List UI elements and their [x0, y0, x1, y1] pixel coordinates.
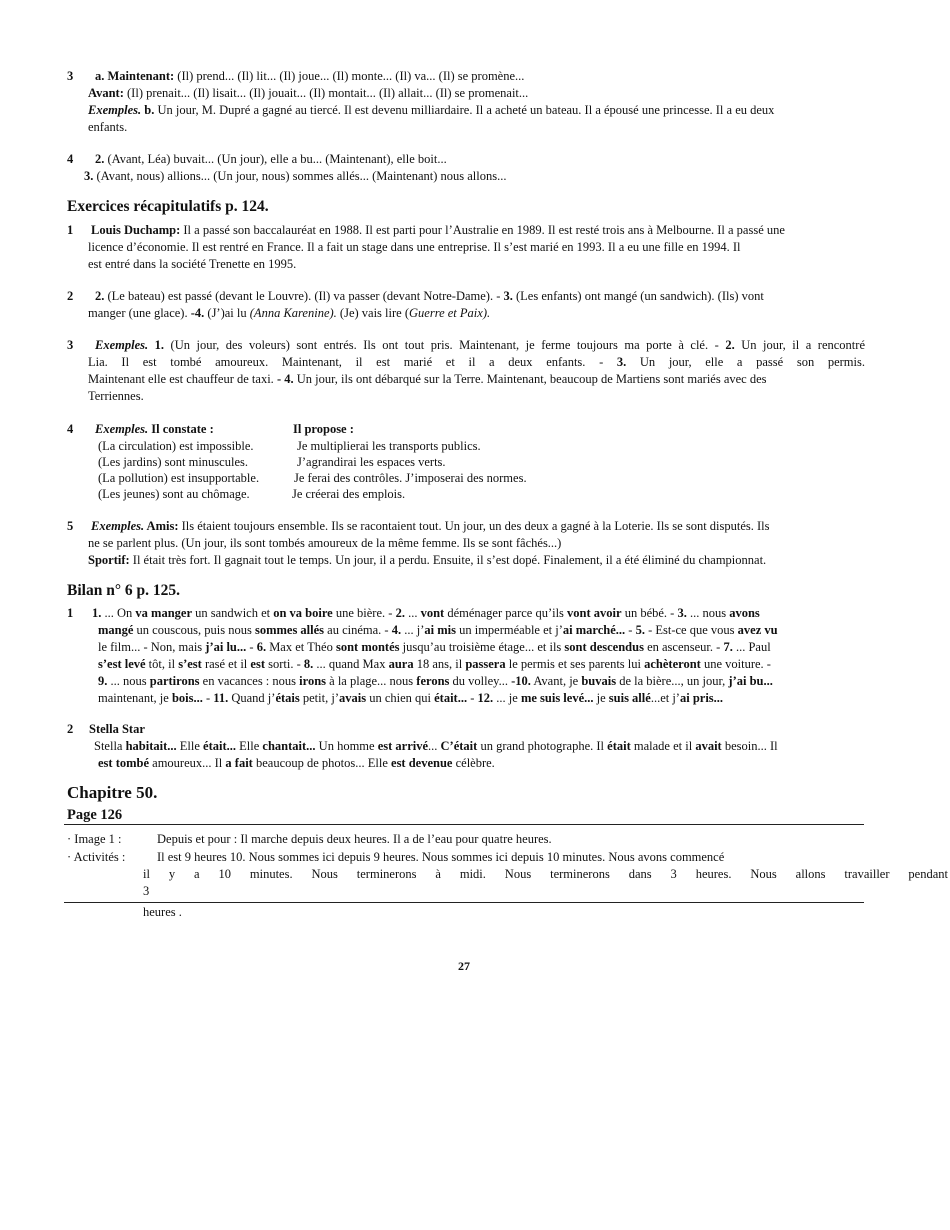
exercise-number: 4: [67, 422, 74, 436]
text-segment: le film... - Non, mais: [98, 640, 206, 654]
bold-segment: passera: [465, 657, 506, 671]
text-segment: petit, j’: [299, 691, 339, 705]
text-segment: tôt, il: [145, 657, 179, 671]
bold-segment: 1.: [92, 606, 102, 620]
bold-segment: 9.: [98, 674, 108, 688]
exercise-number: 2: [67, 722, 74, 736]
text-segment: Elle: [176, 739, 204, 753]
bold-segment: buvais: [581, 674, 617, 688]
bold-segment: sommes allés: [254, 623, 325, 637]
bold-segment: avait: [695, 739, 722, 753]
text-segment: Elle: [236, 739, 263, 753]
bold-segment: suis allé: [608, 691, 651, 705]
bold-segment: va manger: [135, 606, 192, 620]
text-segment: sorti. -: [264, 657, 304, 671]
propose-row-1: Je multiplierai les transports publics.: [297, 439, 481, 453]
text-segment: un sandwich et: [192, 606, 274, 620]
text-segment: au cinéma. -: [324, 623, 392, 637]
text-segment: en ascenseur. -: [643, 640, 724, 654]
exemples-b-line-2: enfants.: [88, 120, 128, 134]
text-segment: Max et Théo: [266, 640, 336, 654]
chapter-title: Chapitre 50.: [67, 783, 158, 802]
stella-title: Stella Star: [89, 722, 145, 736]
bold-segment: est: [250, 657, 265, 671]
text-segment: malade et il: [630, 739, 696, 753]
exercise-number: 1: [67, 606, 74, 620]
text-segment: Quand j’: [228, 691, 276, 705]
constate-row-1: (La circulation) est impossible.: [98, 439, 254, 453]
bilan-exercise-2: [67, 721, 885, 773]
exercise-number: 3: [67, 69, 74, 83]
bold-segment: on va boire: [273, 606, 333, 620]
exercise-4-block: [67, 151, 885, 187]
line-2: [98, 622, 778, 639]
bold-segment: bois...: [171, 691, 203, 705]
bold-segment: vont avoir: [567, 606, 622, 620]
bold-segment: étais: [275, 691, 300, 705]
recap-exercise-5: [67, 518, 885, 570]
bold-segment: ai pris...: [679, 691, 724, 705]
bold-segment: -10.: [511, 674, 531, 688]
line-2: licence d’économie. Il est rentré en France. Il a fait un stage dans une entreprise. Il s’est marié en 1993. Il a eu une fille en 1994. Il: [88, 240, 741, 254]
text-segment: -: [625, 623, 636, 637]
text-segment: ... nous: [686, 606, 730, 620]
line-2: ne se parlent plus. (Un jour, ils sont tombés amoureux de la même femme. Ils se sont fâchés...): [88, 536, 562, 550]
line-3: Sportif: Il était très fort. Il gagnait tout le temps. Un jour, il a perdu. Ensuite, il s’est dopé. Finalement, il a été éliminé du championnat.: [88, 553, 767, 567]
item-2-line: 2. (Avant, Léa) buvait... (Un jour), elle a bu... (Maintenant), elle boit...: [95, 152, 447, 166]
text-segment: ... quand Max: [313, 657, 389, 671]
bold-segment: ai marché...: [562, 623, 626, 637]
exercise-number: 1: [67, 223, 74, 237]
constate-row-2: (Les jardins) sont minuscules.: [98, 455, 248, 469]
line-1: Louis Duchamp: Il a passé son baccalauréat en 1988. Il est parti pour l’Australie en 1989. Il est resté trois ans à Melbourne. Il a passé une: [91, 223, 785, 237]
propose-row-4: Je créerai des emplois.: [292, 487, 406, 501]
recap-exercise-3: [67, 337, 885, 407]
line-1: Exemples. Amis: Ils étaient toujours ensemble. Ils se racontaient tout. Un jour, un des deux a gagné à la Loterie. Ils se sont disputés. Ils: [91, 519, 770, 533]
bold-segment: partirons: [149, 674, 200, 688]
line-1: [92, 605, 760, 622]
bold-segment: 5.: [635, 623, 645, 637]
text-segment: ...: [428, 739, 441, 753]
page-subtitle: Page 126: [67, 807, 123, 823]
divider-bottom: [64, 902, 864, 903]
recap-heading: Exercices récapitulatifs p. 124.: [67, 198, 269, 215]
bold-segment: avais: [338, 691, 367, 705]
bold-segment: me suis levé...: [520, 691, 594, 705]
text-segment: un imperméable et j’: [455, 623, 563, 637]
page-number: 27: [458, 959, 470, 973]
line-1: [94, 738, 778, 755]
bilan-exercise-1: [67, 605, 885, 707]
exercise-number: 4: [67, 152, 74, 166]
text-segment: un bébé. -: [621, 606, 678, 620]
bold-segment: était...: [434, 691, 468, 705]
exercise-number: 5: [67, 519, 74, 533]
exemples-b-line: Exemples. b. Un jour, M. Dupré a gagné au tiercé. Il est devenu milliardaire. Il a acheté un bateau. Il a épousé une princesse. Il a eu deux: [88, 103, 775, 117]
maintenant-line: a. Maintenant: (Il) prend... (Il) lit... (Il) joue... (Il) monte... (Il) va... (Il) se promène...: [95, 69, 525, 83]
text-segment: jusqu’au troisième étage... et ils: [399, 640, 565, 654]
bold-segment: achèteront: [644, 657, 701, 671]
text-segment: ... On: [101, 606, 136, 620]
bold-segment: avons: [729, 606, 760, 620]
text-segment: ... je: [493, 691, 521, 705]
recap-exercise-4: [67, 421, 885, 507]
text-segment: à la plage... nous: [326, 674, 417, 688]
text-segment: je: [593, 691, 609, 705]
divider-top: [64, 824, 864, 825]
text-segment: déménager parce qu’ils: [444, 606, 568, 620]
line-1: 2. (Le bateau) est passé (devant le Louvre). (Il) va passer (devant Notre-Dame). - 3. (Les enfants) ont mangé (un sandwich). (Ils) vont: [95, 289, 764, 303]
activites-line-1: Il est 9 heures 10. Nous sommes ici depuis 9 heures. Nous sommes ici depuis 10 minutes. Nous avons commencé: [157, 850, 725, 864]
bold-segment: vont: [420, 606, 445, 620]
text-segment: ... Paul: [732, 640, 771, 654]
line-6: [98, 690, 723, 707]
image-label: · Image 1 :: [67, 832, 122, 846]
bold-segment: C’était: [440, 739, 478, 753]
line-3: est entré dans la société Trenette en 1995.: [88, 257, 297, 271]
bold-segment: habitait...: [125, 739, 177, 753]
bold-segment: sont descendus: [564, 640, 644, 654]
bold-segment: 4.: [391, 623, 402, 637]
text-segment: ...: [404, 606, 421, 620]
text-segment: une voiture. -: [700, 657, 771, 671]
activites-line-2: il y a 10 minutes. Nous terminerons à midi. Nous terminerons dans 3 heures. Nous allons travailler pendant: [143, 867, 948, 881]
bold-segment: 8.: [303, 657, 314, 671]
text-segment: Avant, je: [530, 674, 582, 688]
bold-segment: 11.: [213, 691, 229, 705]
item-3-line: 3. (Avant, nous) allions... (Un jour, nous) sommes allés... (Maintenant) nous allons...: [84, 169, 507, 183]
text-segment: de la bière..., un jour,: [616, 674, 729, 688]
bold-segment: a fait: [225, 756, 253, 770]
line-4: [98, 656, 771, 673]
text-segment: maintenant, je: [98, 691, 172, 705]
text-segment: ... j’: [401, 623, 425, 637]
text-segment: 18 ans, il: [413, 657, 466, 671]
bold-segment: avez vu: [737, 623, 778, 637]
bold-segment: ferons: [416, 674, 450, 688]
activites-label: · Activités :: [67, 850, 126, 864]
bold-segment: j’ai bu...: [728, 674, 773, 688]
bilan-heading: Bilan n° 6 p. 125.: [67, 582, 181, 599]
text-segment: ... nous: [107, 674, 150, 688]
text-segment: -: [246, 640, 257, 654]
text-segment: rasé et il: [201, 657, 251, 671]
propose-row-2: J’agrandirai les espaces verts.: [297, 455, 446, 469]
bold-segment: aura: [388, 657, 414, 671]
bold-segment: était...: [203, 739, 237, 753]
line-4: Terriennes.: [88, 389, 144, 403]
bold-segment: sont montés: [335, 640, 400, 654]
line-3: Maintenant elle est chauffeur de taxi. - 4. Un jour, ils ont débarqué sur la Terre. Maintenant, beaucoup de Martiens sont mariés avec des: [88, 372, 767, 386]
line-2: manger (une glace). -4. (J’)ai lu (Anna Karenine). (Je) vais lire (Guerre et Paix).: [88, 306, 491, 320]
text-segment: besoin... Il: [721, 739, 778, 753]
text-segment: - Est-ce que vous: [644, 623, 738, 637]
bold-segment: s’est levé: [98, 657, 146, 671]
exercise-number: 3: [67, 338, 74, 352]
text-segment: beaucoup de photos... Elle: [252, 756, 392, 770]
line-5: [98, 673, 773, 690]
recap-exercise-1: [67, 222, 885, 274]
line-2: Lia. Il est tombé amoureux. Maintenant, il est marié et il a deux enfants. - 3. Un jour, elle a passé son permis.: [88, 355, 865, 369]
text-segment: amoureux... Il: [149, 756, 226, 770]
bold-segment: était: [607, 739, 631, 753]
bold-segment: j’ai lu...: [205, 640, 247, 654]
line-3: [98, 639, 771, 656]
text-segment: Stella: [94, 739, 126, 753]
constate-header: Exemples. Il constate :: [95, 422, 214, 436]
constate-row-3: (La pollution) est insupportable.: [98, 471, 260, 485]
text-segment: un grand photographe. Il: [477, 739, 608, 753]
text-segment: célèbre.: [452, 756, 495, 770]
bold-segment: 12.: [477, 691, 494, 705]
text-segment: le permis et ses parents lui: [505, 657, 645, 671]
bold-segment: mangé: [98, 623, 134, 637]
text-segment: ...et j’: [650, 691, 680, 705]
bold-segment: chantait...: [262, 739, 316, 753]
text-segment: un couscous, puis nous: [133, 623, 255, 637]
exercise-number: 2: [67, 289, 74, 303]
text-segment: un chien qui: [366, 691, 435, 705]
text-segment: en vacances : nous: [199, 674, 300, 688]
bold-segment: s’est: [178, 657, 202, 671]
exercise-3-block: [67, 68, 885, 140]
activites-line-4: heures .: [143, 905, 182, 919]
text-segment: -: [202, 691, 214, 705]
avant-line: Avant: (Il) prenait... (Il) lisait... (Il) jouait... (Il) montait... (Il) allait... (Il) se promenait...: [88, 86, 529, 100]
bold-segment: 3.: [677, 606, 687, 620]
line-2: [98, 755, 495, 772]
bold-segment: 6.: [256, 640, 267, 654]
text-segment: une bière. -: [332, 606, 396, 620]
constate-row-4: (Les jeunes) sont au chômage.: [98, 487, 250, 501]
bold-segment: 7.: [723, 640, 733, 654]
propose-row-3: Je ferai des contrôles. J’imposerai des normes.: [294, 471, 527, 485]
bold-segment: est devenue: [391, 756, 453, 770]
text-segment: du volley...: [449, 674, 512, 688]
bold-segment: ai mis: [424, 623, 456, 637]
activites-line-3: 3: [143, 884, 150, 898]
bold-segment: est arrivé: [377, 739, 429, 753]
recap-exercise-2: [67, 288, 885, 324]
text-segment: -: [467, 691, 478, 705]
bold-segment: 2.: [395, 606, 405, 620]
text-segment: Un homme: [315, 739, 378, 753]
line-1: Exemples. 1. (Un jour, des voleurs) sont entrés. Ils ont tout pris. Maintenant, je ferme toujours ma porte à clé. - 2. Un jour, il a rencontré: [95, 338, 865, 352]
bold-segment: irons: [299, 674, 327, 688]
propose-header: Il propose :: [293, 422, 354, 436]
bold-segment: est tombé: [98, 756, 150, 770]
image-text: Depuis et pour : Il marche depuis deux heures. Il a de l’eau pour quatre heures.: [157, 832, 552, 846]
